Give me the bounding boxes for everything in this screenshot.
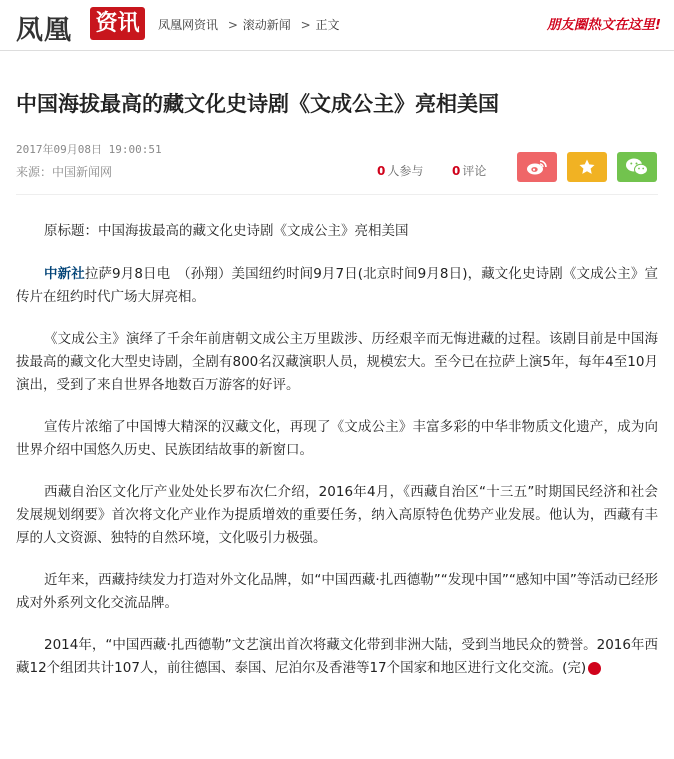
breadcrumb-separator: > [300,18,311,32]
lead-text: 拉萨9月8日电 （孙翔）美国纽约时间9月7日(北京时间9月8日)，藏文化史诗剧《文成公主》宣传片在纽约时代广场大屏亮相。 [16,266,658,305]
article-title: 中国海拔最高的藏文化史诗剧《文成公主》亮相美国 [16,92,499,116]
news-agency: 中新社 [44,266,85,282]
paragraph: 西藏自治区文化厅产业处处长罗布次仁介绍，2016年4月，《西藏自治区“十三五”时期国民经济和社会发展规划纲要》首次将文化产业作为提质增效的重要任务，纳入高原特色优势产业发展。他认为，西藏有丰厚的人文资源、独特的自然环境，文化吸引力极强。 [16,484,658,546]
article-body [16,220,658,699]
lead-paragraph [16,263,658,309]
meta-divider [16,194,658,195]
star-icon [578,158,596,176]
breadcrumb-separator: > [227,18,238,32]
paragraph: 宣传片浓缩了中国博大精深的汉藏文化，再现了《文成公主》丰富多彩的中华非物质文化遗产，成为向世界介绍中国悠久历史、民族团结故事的新窗口。 [16,419,658,458]
participants-count: 0 [377,164,386,178]
breadcrumb-item-rolling-news[interactable]: 滚动新闻 [242,18,291,32]
last-paragraph [16,634,658,680]
participants-label: 人参与 [387,164,424,178]
article-date: 2017年09月08日 19:00:51 [16,143,162,156]
wechat-share-button[interactable] [617,152,657,182]
breadcrumb [158,16,341,33]
paragraph: 近年来，西藏持续发力打造对外文化品牌，如“中国西藏·扎西德勒”“发现中国”“感知中国”等活动已经形成对外系列文化交流品牌。 [16,572,658,611]
top-bar [0,0,674,50]
weibo-share-button[interactable] [517,152,557,182]
article-source: 来源：中国新闻网 [16,165,113,179]
ifeng-logo-text[interactable]: 凤凰 [16,15,72,46]
header-divider [0,50,674,51]
wechat-icon [625,157,649,177]
original-title: 原标题：中国海拔最高的藏文化史诗剧《文成公主》亮相美国 [44,223,409,239]
ifeng-end-icon: ф [588,662,601,675]
comments-link[interactable] [452,162,486,179]
promo-link[interactable]: 朋友圈热文在这里! [546,17,661,33]
last-paragraph-text: 2014年，“中国西藏·扎西德勒”文艺演出首次将藏文化带到非洲大陆，受到当地民众的赞誉。2016年西藏12个组团共计107人，前往德国、泰国、尼泊尔及香港等17个国家和地区进行文化交流。(完) [16,637,658,676]
breadcrumb-item-home[interactable]: 凤凰网资讯 [158,18,219,32]
comments-count: 0 [452,164,461,178]
participants-link[interactable] [377,162,423,179]
weibo-icon [526,158,548,176]
comments-label: 评论 [462,164,487,178]
ifeng-logo-badge[interactable]: 资讯 [90,7,145,40]
favorite-button[interactable] [567,152,607,182]
breadcrumb-item-current: 正文 [315,18,340,32]
paragraph: 《文成公主》演绎了千余年前唐朝文成公主万里跋涉、历经艰辛而无悔进藏的过程。该剧目前是中国海拔最高的藏文化大型史诗剧，全剧有800名汉藏演职人员，规模宏大。至今已在拉萨上演5年，每年4至10月演出，受到了来自世界各地数百万游客的好评。 [16,331,658,393]
